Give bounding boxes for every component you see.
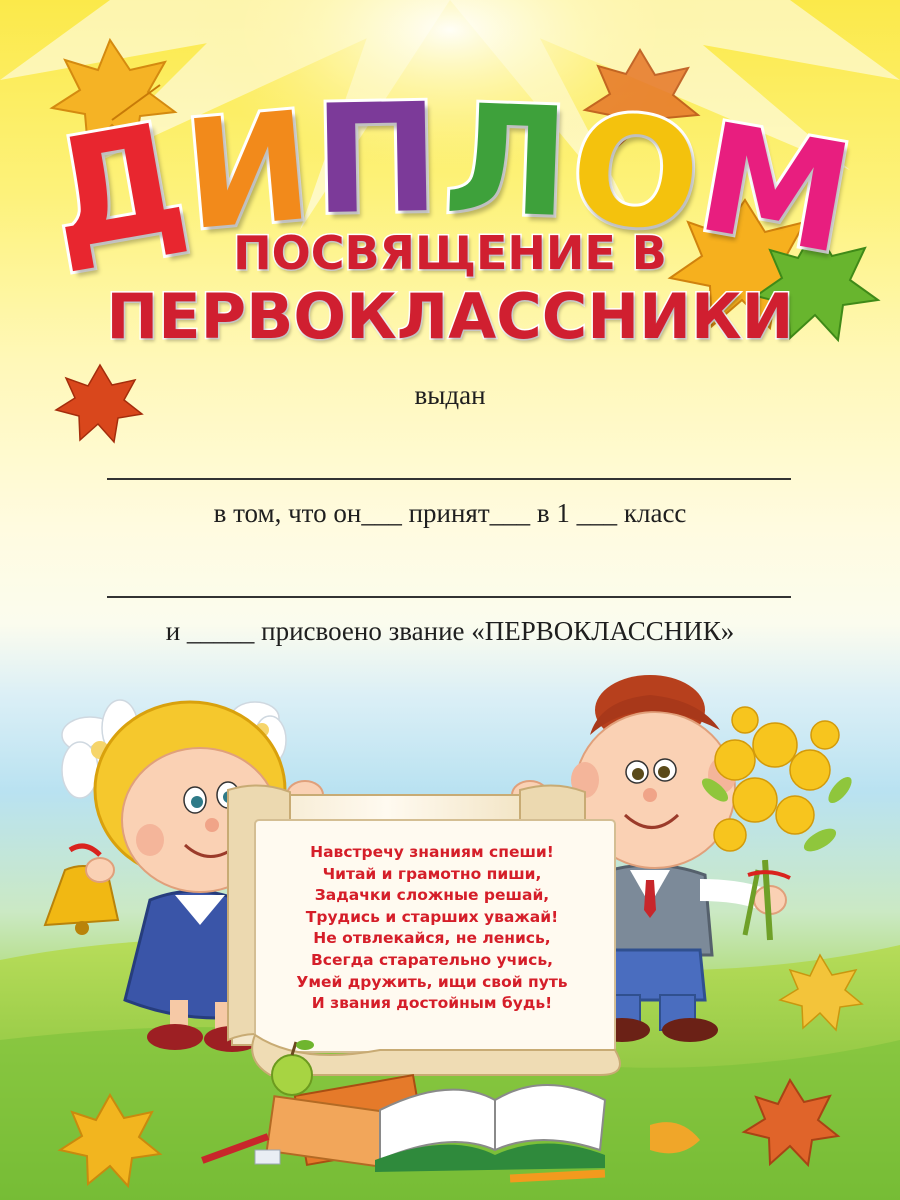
title-letter: О — [563, 80, 709, 268]
poem-line: Трудись и старших уважай! — [305, 907, 559, 926]
title-letter: Д — [35, 90, 198, 286]
subtitle-line-2: ПЕРВОКЛАССНИКИ — [106, 280, 794, 353]
title-letter: П — [312, 71, 441, 249]
school-line — [107, 596, 791, 598]
poem-line: Всегда старательно учись, — [310, 950, 554, 969]
title-statement: и _____ присвоено звание «ПЕРВОКЛАССНИК» — [165, 616, 735, 646]
title-letter: И — [177, 79, 318, 265]
poem-line: Задачки сложные решай, — [314, 886, 550, 905]
issued-to-label: выдан — [414, 380, 486, 410]
scroll-poem — [262, 842, 602, 1015]
name-line — [107, 478, 791, 480]
accepted-statement: в том, что он___ принят___ в 1 ___ класс — [213, 498, 687, 528]
poem-line: Читай и грамотно пиши, — [322, 864, 542, 883]
poem-line: И звания достойным будь! — [311, 994, 553, 1013]
poem-line: Умей дружить, ищи свой путь — [296, 972, 568, 991]
poem-line: Не отвлекайся, не ленись, — [313, 929, 551, 948]
poem-line: Навстречу знаниям спеши! — [310, 843, 554, 861]
title-letter: М — [686, 91, 864, 289]
title-letter: Л — [440, 72, 572, 252]
subtitle-line-1: ПОСВЯЩЕНИЕ В — [233, 226, 667, 280]
